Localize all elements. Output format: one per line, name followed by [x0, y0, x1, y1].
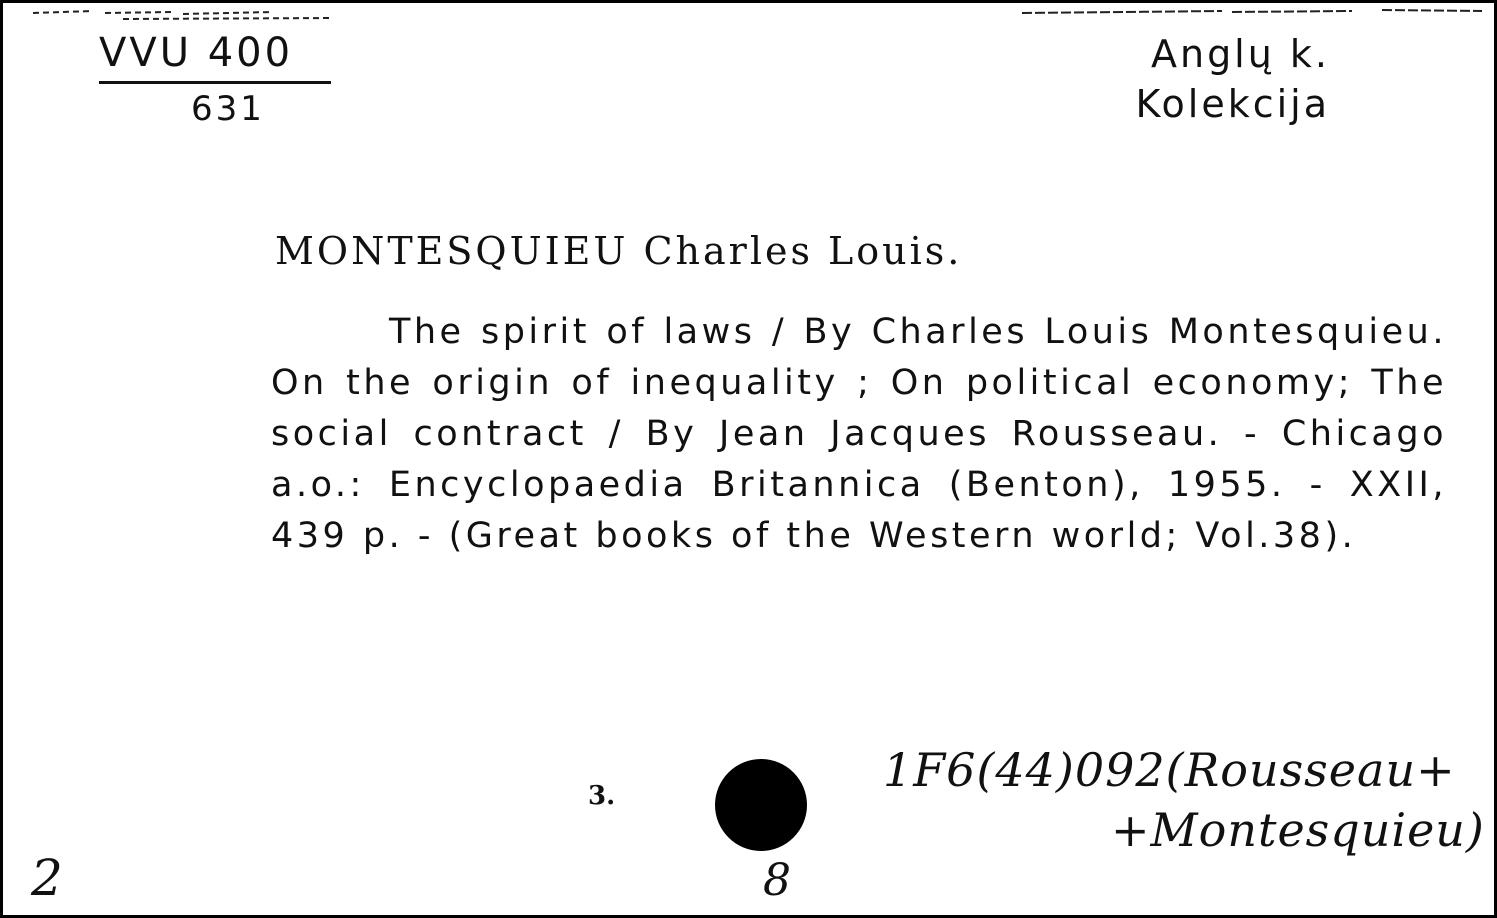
shelfmark: VVU 400 — [99, 30, 294, 76]
collection-line-2: Kolekcija — [1135, 82, 1330, 126]
handwritten-classification-line-1: 1F6(44)092(Rousseau+ — [883, 743, 1456, 797]
shelfmark-sub: 631 — [191, 89, 265, 129]
top-edge-marks-right — [1022, 5, 1482, 19]
description-text: The spirit of laws / By Charles Louis Montesquieu. On the origin of inequality ; On political economy; The social contract / By Jean Jacques Rousseau. - Chicago a.o.: Encyclopaedia Britannica (Benton), 1955. - XXII, 439 p. - (Great books of the Western world; Vol.38). — [271, 312, 1447, 556]
top-edge-marks-left — [33, 7, 333, 21]
author-heading: MONTESQUIEU Charles Louis. — [275, 229, 963, 273]
punch-hole — [715, 759, 807, 851]
handwritten-number-corner: 2 — [31, 849, 63, 907]
collection-line-1: Anglų k. — [1150, 32, 1330, 76]
stamp-number: 3. — [588, 781, 616, 811]
collection-label — [1135, 29, 1330, 129]
handwritten-number-bottom: 8 — [763, 855, 791, 906]
shelfmark-underline — [99, 81, 331, 84]
bibliographic-description — [271, 307, 1447, 562]
handwritten-classification-line-2: +Montesquieu) — [1111, 803, 1485, 857]
